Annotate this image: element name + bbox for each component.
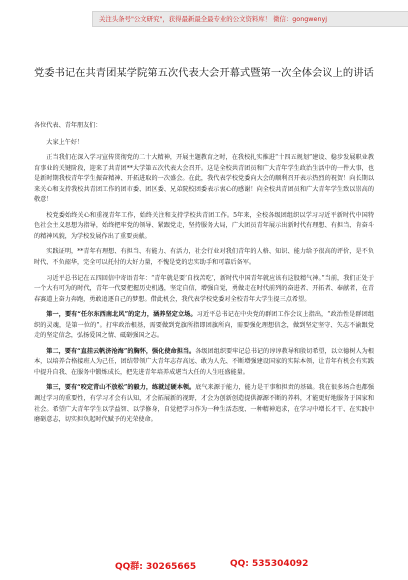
paragraph-6: [34, 347, 374, 379]
paragraph-6-lead: 第二，要有“直挂云帆济沧海”的胸怀，强化使命担当。: [46, 347, 196, 355]
top-promo-banner: 关注头条号"公文研究"，获得最新最全最专业的公文资料库！ 微信：gongwenyj: [92, 11, 408, 27]
paragraph-1: 正当我们在深入学习宣传贯彻党的二十大精神，开展主题教育之时，在我校扎实推进“十四五规划”建设、稳步发展职业教育事业的关键阶段，迎来了共青团**大学第五次代表大会召开。这是全校共青团员和广大青年学生政治生活中的一件大事，也是新时期我校青年学生振奋精神、开拓进取的一次盛会。在此，我代表学校党委向大会的顺利召开表示热烈的祝贺！向长期以来关心和支持我校共青团工作的团市委、团区委、兄弟院校团委表示衷心的感谢！向全校共青团员和广大青年学生致以崇高的敬意！: [34, 154, 374, 204]
salutation: 各位代表、青年朋友们：: [34, 122, 102, 129]
paragraph-3: 实践证明，**青年有理想、有担当、有能力、有活力，社会行业对我们青年的人格、知识、能力给予很高的评价，是不负时代、不负韶华，完全可以托付的大好力量，不愧是党的忠实助手和可靠后备军。: [34, 248, 374, 267]
qq-group-label: QQ群: 30265665: [115, 562, 197, 572]
paragraph-4: 习近平总书记在五四回信中寄语青年：“青年就是要‘自找苦吃’，新时代中国青年就应该有这股精气神。”当前，我们正处于一个大有可为的时代，青年一代要把握历史机遇，坚定自信，增强自觉，勇做走在时代前列的奋进者、开拓者、奉献者，在青春赛道上奋力奔跑，勇敢追逐自己的梦想。借此机会，我代表学校党委对全校青年大学生提三点希望。: [34, 274, 374, 303]
paragraph-7: [34, 383, 374, 425]
paragraph-7-text: 底气来源于能力，能力是干事和担责的基础。我在很多场合也都强调过学习的重要性，有学习才会有认知，才会拓展新的视野，才会为创新创造提供源源不断的养料，才能更好地服务于国家和社会。希望广大青年学生以学益智、以学修身，自觉把学习作为一种生活态度、一种精神追求，在学习中增长才干、在实践中磨砺意志，切实担负起时代赋予的光荣使命。: [34, 384, 374, 424]
paragraph-2: 校党委始终关心和重视青年工作，始终关注和支持学校共青团工作。5年来，全校各级团组织以学习习近平新时代中国特色社会主义思想为指导，始终把牢党的领导、紧跟党走，坚持服务大局，广大团员青年展示出新时代有理想、有担当、肯奋斗的精神风貌，为学校发展作出了重要贡献。: [34, 211, 374, 240]
document-body: [34, 110, 374, 431]
document-title: 党委书记在共青团某学院第五次代表大会开幕式暨第一次全体会议上的讲话: [34, 67, 374, 79]
paragraph-5: [34, 310, 374, 342]
page-footer: [0, 559, 408, 573]
greeting-line: 大家上午好！: [46, 138, 84, 146]
paragraph-7-lead: 第三，要有“咬定青山不放松”的毅力，练就过硬本领。: [46, 384, 196, 392]
paragraph-5-text: 习近平总书记在中央党的群团工作会议上指出，“政治性是群团组织的灵魂，是第一位的”。打牢政治根基，需要做到党旗所指即团旗所向，需要强化理想信念，做到坚定坚守、矢志不渝跟党走的坚定信念，弘扬爱国之情、砥砺强国之志。: [34, 311, 374, 340]
qq-number-label: QQ: 535304092: [230, 559, 309, 569]
paragraph-5-lead: 第一，要有“任尔东西南北风”的定力，涵养坚定立场。: [46, 311, 197, 319]
paragraph-6-text: 各级团组织要牢记总书记的谆谆教导和殷切希望，以立德树人为根本，以培养合格接班人为己任，团结带领广大青年志存高远、敢为人先、不断增强建设国家的实际本领，让青年有机会有实践中提升自我、在服务中锻炼成长，把先进青年培养成堪当大任的人生旺盛能量。: [34, 347, 374, 376]
